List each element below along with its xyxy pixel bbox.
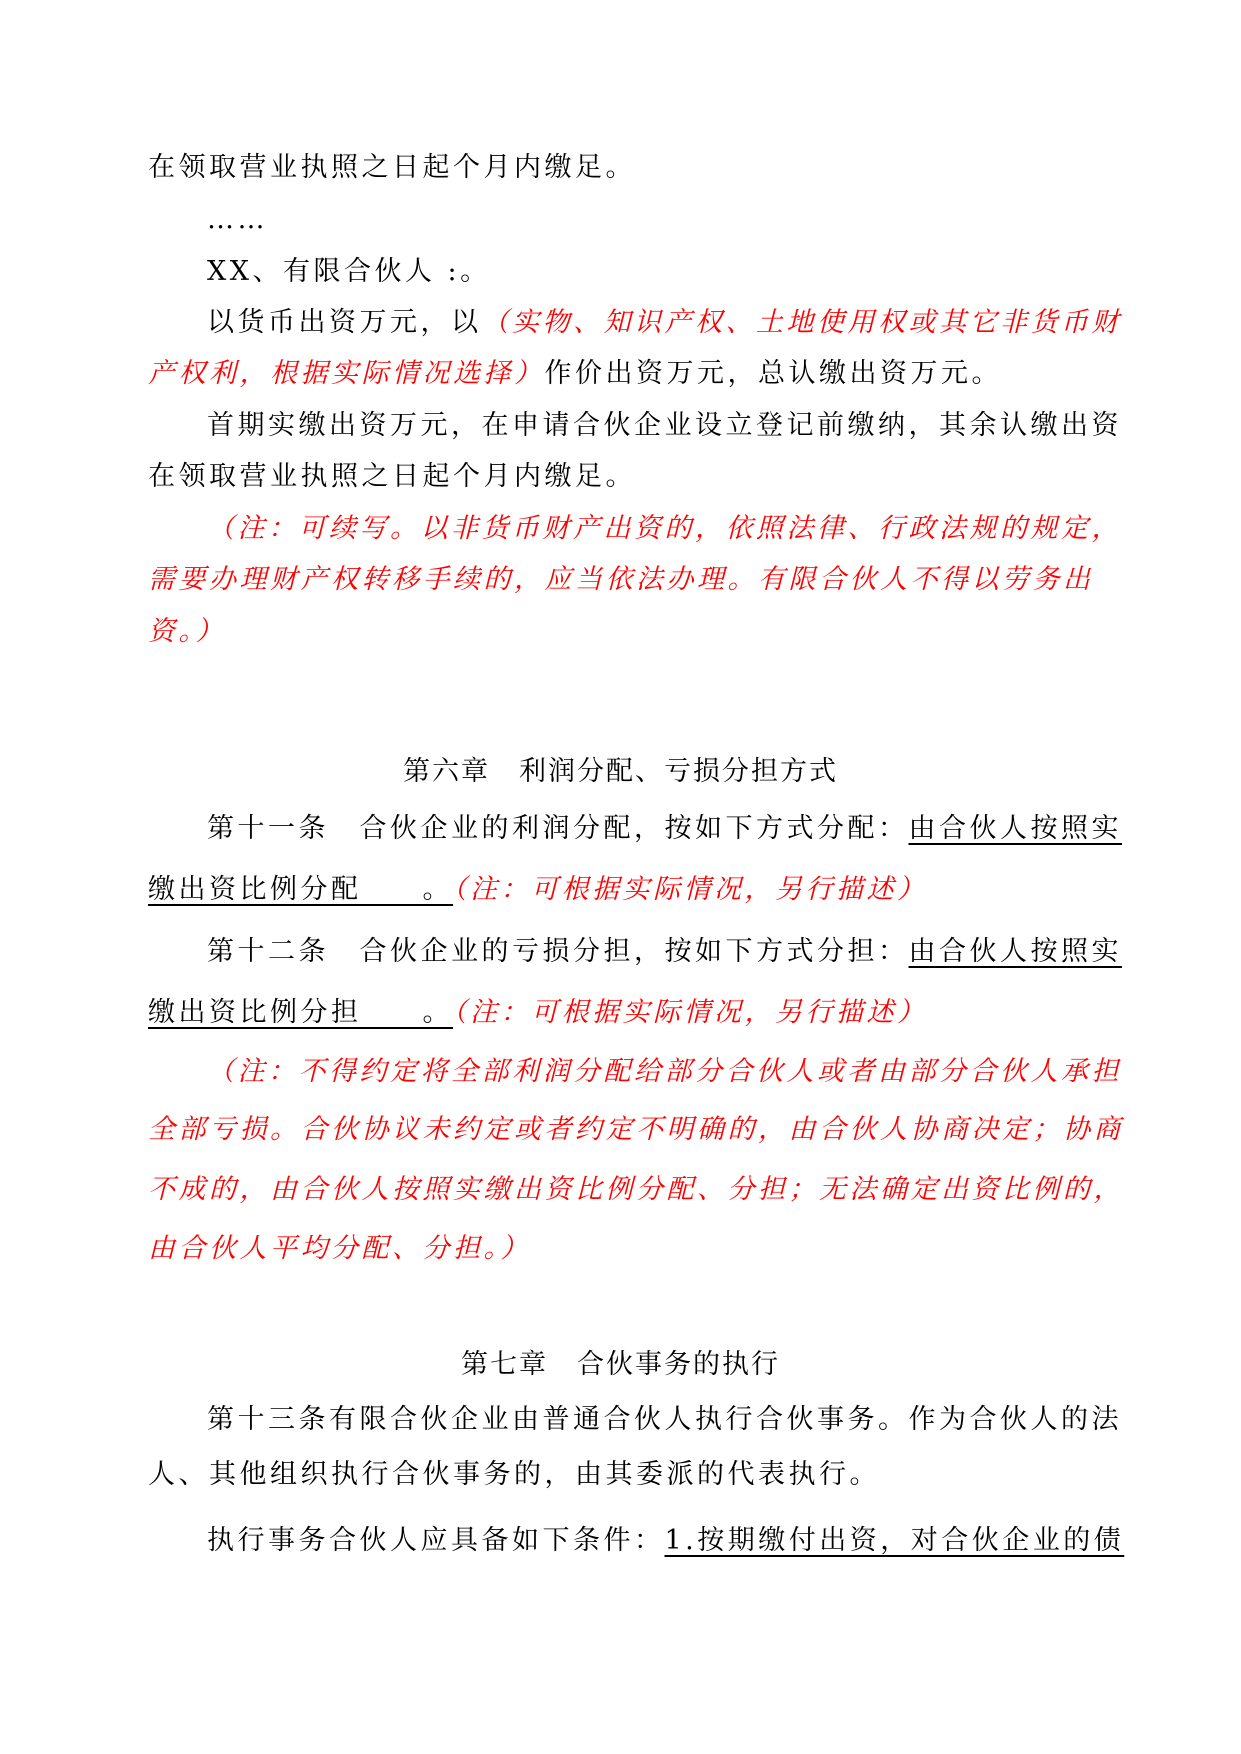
text-line: 在领取营业执照之日起个月内缴足。 [148,461,636,492]
text-span: 第十二条 合伙企业的亏损分担，按如下方式分担： [207,936,909,967]
underlined-text: 缴出资比例分担 。 [148,997,453,1028]
text-line: 首期实缴出资万元，在申请合伙企业设立登记前缴纳，其余认缴出资 [207,410,1122,441]
executive-conditions [207,1521,1124,1561]
red-note: （实物、知识产权、土地使用权或其它非货币财 [481,307,1122,338]
red-note: 由合伙人平均分配、分担。） [148,1233,531,1264]
red-note: 全部亏损。合伙协议未约定或者约定不明确的，由合伙人协商决定；协商 [148,1114,1124,1145]
article-11 [207,809,1122,849]
text-line [148,354,1002,394]
text-line [207,303,1122,343]
chapter-7-title: 第七章 合伙事务的执行 [461,1349,780,1380]
text-span: 以货币出资万元，以 [207,307,482,338]
red-note: （注：可根据实际情况，另行描述） [453,997,928,1028]
article-12-cont [148,993,928,1033]
text-line: 在领取营业执照之日起个月内缴足。 [148,152,636,183]
red-note: 需要办理财产权转移手续的，应当依法办理。有限合伙人不得以劳务出 [148,564,1094,595]
text-span: 第十一条 合伙企业的利润分配，按如下方式分配： [207,813,909,844]
article-13: 第十三条有限合伙企业由普通合伙人执行合伙事务。作为合伙人的法 [207,1404,1122,1435]
chapter-6-title: 第六章 利润分配、亏损分担方式 [403,756,838,787]
underlined-text: 缴出资比例分配 。 [148,874,453,905]
red-note: 产权利，根据实际情况选择） [148,358,545,389]
limited-partner-heading: XX、有限合伙人 :。 [207,256,491,287]
red-note: （注：不得约定将全部利润分配给部分合伙人或者由部分合伙人承担 [207,1056,1122,1087]
red-note: 不成的，由合伙人按照实缴出资比例分配、分担；无法确定出资比例的， [148,1174,1124,1205]
underlined-text: 由合伙人按照实 [908,936,1122,967]
ellipsis-line: …… [207,204,268,235]
article-13-cont: 人、其他组织执行合伙事务的，由其委派的代表执行。 [148,1459,880,1490]
article-11-cont [148,870,928,910]
text-span: 作价出资万元，总认缴出资万元。 [544,358,1002,389]
underlined-text: 1.按期缴付出资，对合伙企业的债 [664,1525,1125,1556]
red-note: 资。） [148,616,226,647]
red-note: （注：可根据实际情况，另行描述） [453,874,928,905]
article-12 [207,932,1122,972]
text-span: 执行事务合伙人应具备如下条件： [207,1525,665,1556]
red-note: （注：可续写。以非货币财产出资的，依照法律、行政法规的规定， [207,513,1122,544]
underlined-text: 由合伙人按照实 [908,813,1122,844]
